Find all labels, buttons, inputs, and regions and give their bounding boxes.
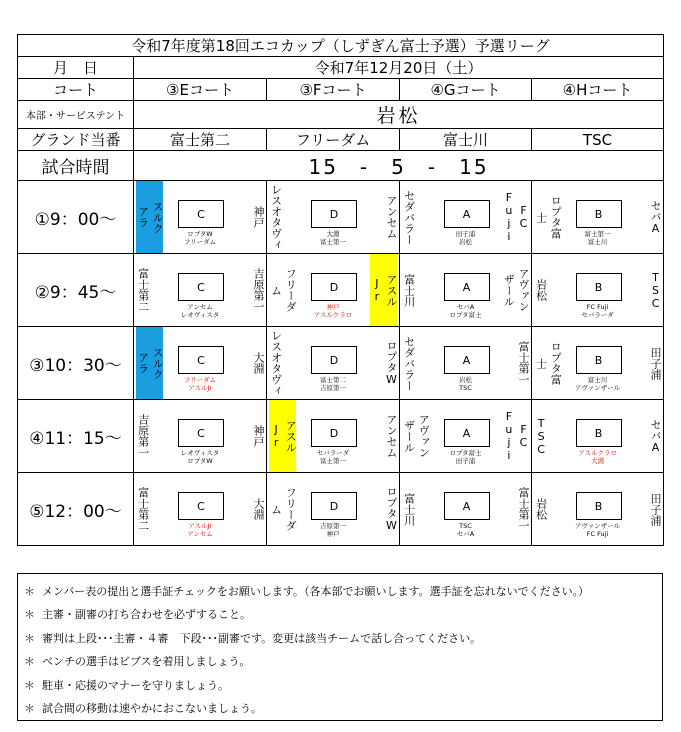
match-time: 15 - 5 - 15 <box>134 151 664 181</box>
referee-lower: アンセム <box>187 530 213 538</box>
match-card <box>267 181 399 253</box>
venue: 岩松 <box>134 101 664 129</box>
court-header: ④Gコート <box>400 79 532 101</box>
team-name-column: アラ <box>136 352 150 374</box>
referee-upper: ロプタ富士 <box>449 449 482 457</box>
team-name-column: 富士第二 <box>136 487 150 531</box>
match-cell <box>532 400 664 473</box>
match-card <box>267 254 399 326</box>
match-card <box>400 473 531 545</box>
referee-lower: 岩松 <box>459 238 472 246</box>
team-name-column: アンセム <box>385 414 398 458</box>
referee-upper: アンセム <box>187 303 213 311</box>
team-name-column: 神戸 <box>252 206 265 228</box>
team-name-column: 富士第二 <box>136 268 150 312</box>
match-cell <box>400 473 532 546</box>
note-text: 主審・副審の打ち合わせを必ずすること。 <box>42 608 251 622</box>
court-header: ④Hコート <box>532 79 664 101</box>
match-cell <box>134 327 267 400</box>
team-name-column: 神戸 <box>252 425 265 447</box>
match-cell <box>400 400 532 473</box>
duty-label: グランド当番 <box>18 129 134 151</box>
note-item <box>18 697 662 721</box>
group-box: C <box>178 200 224 228</box>
referee-lower: FC Fuji <box>586 530 609 538</box>
match-card <box>267 327 399 399</box>
referee-upper: 富士第二 <box>320 376 346 384</box>
team-name-column: セダバラー <box>402 189 416 245</box>
group-box: C <box>178 492 224 520</box>
referee-upper: 田子浦 <box>455 230 476 238</box>
team-name-column: 士 <box>534 211 548 223</box>
duty-team: TSC <box>532 129 664 151</box>
note-text: メンバー表の提出と選手証チェックをお願いします。（各本部でお願いします。選手証を忘れないでください。） <box>42 584 590 598</box>
team-name-column: FC <box>517 423 530 449</box>
match-cell <box>267 400 400 473</box>
match-card <box>134 473 266 545</box>
match-card <box>532 327 663 399</box>
page-title: 令和7年度第18回エコカップ（しずぎん富士予選）予選リーグ <box>18 35 664 57</box>
team-name-column: 田子浦 <box>649 346 663 380</box>
team-name-column: フリーダ <box>284 268 298 312</box>
note-item <box>18 579 662 603</box>
court-label: コート <box>18 79 134 101</box>
match-card <box>134 400 266 472</box>
team-name-column: ロプタW <box>385 486 398 532</box>
referee-lower: アスルクラロ <box>313 311 353 319</box>
match-card <box>134 327 266 399</box>
referee-upper: アスルクラロ <box>578 449 617 457</box>
referee-lower: 富士川 <box>587 238 608 246</box>
group-box: B <box>576 492 622 520</box>
match-card <box>400 181 531 253</box>
match-card <box>400 400 531 472</box>
team-name-column: セダバラー <box>402 335 416 391</box>
referee-lower: 大淵 <box>591 457 605 465</box>
duty-team: 富士第二 <box>134 129 267 151</box>
duty-team: 富士川 <box>400 129 532 151</box>
note-item <box>18 603 662 627</box>
referee-upper: セバラーダ <box>316 449 350 457</box>
team-name-column: Jr <box>269 423 283 449</box>
match-row <box>18 473 664 546</box>
referee-lower: ロプタW <box>187 457 213 465</box>
team-name-column: ロプタ富 <box>549 341 563 385</box>
referee-upper: 富士川 <box>587 376 608 384</box>
match-row <box>18 181 664 254</box>
team-name-column: フリーダ <box>284 487 298 531</box>
group-box: A <box>444 273 490 301</box>
referee-lower: 富士第一 <box>320 457 346 465</box>
match-cell <box>267 327 400 400</box>
match-cell <box>532 473 664 546</box>
match-cell <box>267 473 400 546</box>
team-name-column: TSC <box>649 270 663 310</box>
referee-upper: 吉原第一 <box>320 522 346 530</box>
group-box: D <box>311 346 357 374</box>
match-cell <box>134 473 267 546</box>
team-name-column: FC <box>517 204 530 230</box>
hq-label: 本部・サービステント <box>18 101 134 129</box>
group-box: B <box>576 346 622 374</box>
team-name-column: 士 <box>534 357 548 369</box>
date-value: 令和7年12月20日（土） <box>134 57 664 79</box>
team-name-column: ロプタ富 <box>549 195 563 239</box>
referee-upper: レオヴィスタ <box>180 449 220 457</box>
team-name-column: Jr <box>370 277 384 303</box>
note-item <box>18 650 662 674</box>
team-name-column: 富士第一 <box>517 341 530 385</box>
duty-team: フリーダム <box>267 129 400 151</box>
note-item <box>18 626 662 650</box>
match-card <box>267 400 399 472</box>
match-card <box>400 254 531 326</box>
match-cell <box>400 181 532 254</box>
team-name-column: 吉原第一 <box>136 414 150 458</box>
note-text: 試合間の移動は速やかにおこないましょう。 <box>42 702 262 716</box>
team-name-column: レスオタヴィ <box>269 330 283 396</box>
team-name-column: ム <box>269 284 283 296</box>
team-name-column: Fuji <box>502 191 516 243</box>
match-cell <box>532 327 664 400</box>
group-box: C <box>178 346 224 374</box>
date-label: 月 日 <box>18 57 134 79</box>
referee-upper: セバA <box>456 303 475 311</box>
referee-lower: 神戸 <box>326 530 340 538</box>
notes-box <box>17 573 663 721</box>
match-cell <box>532 181 664 254</box>
match-card <box>532 181 663 253</box>
referee-lower: フリーダム <box>183 238 217 246</box>
match-cell <box>134 254 267 327</box>
referee-lower: ロプタ富士 <box>449 311 482 319</box>
team-name-column: ム <box>269 503 283 515</box>
group-box: D <box>311 492 357 520</box>
match-cell <box>400 254 532 327</box>
referee-upper: アヴァンザール <box>574 522 621 530</box>
referee-upper: ロブタW <box>187 230 213 238</box>
match-card <box>134 181 266 253</box>
match-row <box>18 400 664 473</box>
referee-upper: 神戸 <box>326 303 340 311</box>
note-marker: ＊ <box>24 678 35 692</box>
group-box: C <box>178 419 224 447</box>
group-box: A <box>444 419 490 447</box>
team-name-column: 吉原第一 <box>252 268 265 312</box>
team-name-column: アスル <box>385 273 398 307</box>
court-header: ③Fコート <box>267 79 400 101</box>
referee-upper: 大淵 <box>326 230 340 238</box>
match-cell <box>134 400 267 473</box>
group-box: A <box>444 492 490 520</box>
slot-time: ⑤12：00～ <box>18 473 134 546</box>
team-name-column: ロプタW <box>385 340 398 386</box>
slot-time: ②9：45～ <box>18 254 134 327</box>
note-marker: ＊ <box>24 631 35 645</box>
team-name-column: スルク <box>151 346 165 380</box>
referee-upper: アスルJr <box>188 522 212 530</box>
referee-lower: セバラーダ <box>581 311 614 319</box>
referee-upper: TSC <box>459 522 472 530</box>
referee-upper: フリーダム <box>183 376 217 384</box>
match-cell <box>267 254 400 327</box>
team-name-column: アスル <box>284 419 298 453</box>
match-row <box>18 254 664 327</box>
group-box: D <box>311 273 357 301</box>
group-box: B <box>576 200 622 228</box>
team-name-column: ザール <box>402 419 416 453</box>
match-card <box>400 327 531 399</box>
referee-upper: 富士第一 <box>584 230 611 238</box>
team-name-column: ザール <box>502 273 516 307</box>
match-card <box>267 473 399 545</box>
referee-lower: 田子浦 <box>455 457 476 465</box>
note-marker: ＊ <box>24 584 35 598</box>
team-name-column: 富士川 <box>402 273 416 307</box>
team-name-column: 富士第一 <box>517 487 530 531</box>
note-marker: ＊ <box>24 608 35 622</box>
match-card <box>134 254 266 326</box>
team-name-column: 岩松 <box>534 279 548 301</box>
referee-lower: アスルJr <box>188 384 212 392</box>
team-name-column: Fuji <box>502 410 516 462</box>
group-box: C <box>178 273 224 301</box>
team-name-column: 大淵 <box>252 498 265 520</box>
team-name-column: 岩松 <box>534 498 548 520</box>
referee-lower: レオヴィスタ <box>180 311 220 319</box>
court-header: ③Eコート <box>134 79 267 101</box>
team-name-column: アンセム <box>385 195 398 239</box>
team-name-column: レスオタヴィ <box>269 184 283 250</box>
team-name-column: 富士川 <box>402 492 416 526</box>
group-box: D <box>311 200 357 228</box>
referee-lower: 吉原第一 <box>320 384 346 392</box>
note-text: 駐車・応援のマナーを守りましょう。 <box>42 678 229 692</box>
slot-time: ①9：00～ <box>18 181 134 254</box>
referee-upper: FC Fuji <box>586 303 609 311</box>
group-box: A <box>444 200 490 228</box>
team-name-column: アヴァン <box>417 414 431 458</box>
group-box: D <box>311 419 357 447</box>
note-marker: ＊ <box>24 702 35 716</box>
match-cell <box>267 181 400 254</box>
slot-time: ③10：30～ <box>18 327 134 400</box>
match-card <box>532 473 663 545</box>
match-cell <box>400 327 532 400</box>
note-marker: ＊ <box>24 655 35 669</box>
slot-time: ④11：15～ <box>18 400 134 473</box>
schedule-table <box>17 34 664 546</box>
team-name-column: セバA <box>649 199 663 235</box>
referee-lower: アヴァンザール <box>574 384 621 392</box>
match-row <box>18 327 664 400</box>
match-card <box>532 400 663 472</box>
team-name-column: 田子浦 <box>649 492 663 526</box>
note-item <box>18 673 662 697</box>
time-label: 試合時間 <box>18 151 134 181</box>
match-card <box>532 254 663 326</box>
group-box: A <box>444 346 490 374</box>
note-text: ベンチの選手はビブスを着用しましょう。 <box>42 655 251 669</box>
group-box: B <box>576 419 622 447</box>
group-box: B <box>576 273 622 301</box>
match-cell <box>134 181 267 254</box>
referee-lower: セバA <box>456 530 475 538</box>
note-text: 審判は上段･･･主審・４審 下段･･･副審です。変更は該当チームで話し合ってください。 <box>42 631 482 645</box>
match-cell <box>532 254 664 327</box>
team-name-column: スルク <box>151 200 165 234</box>
team-name-column: アヴァン <box>517 268 530 312</box>
team-name-column: セバA <box>649 418 663 454</box>
match-slots <box>18 181 664 546</box>
team-name-column: アラ <box>136 206 150 228</box>
referee-lower: 富士第一 <box>320 238 346 246</box>
team-name-column: 大淵 <box>252 352 265 374</box>
referee-lower: TSC <box>459 384 472 392</box>
referee-upper: 岩松 <box>459 376 472 384</box>
team-name-column: TSC <box>534 416 548 456</box>
